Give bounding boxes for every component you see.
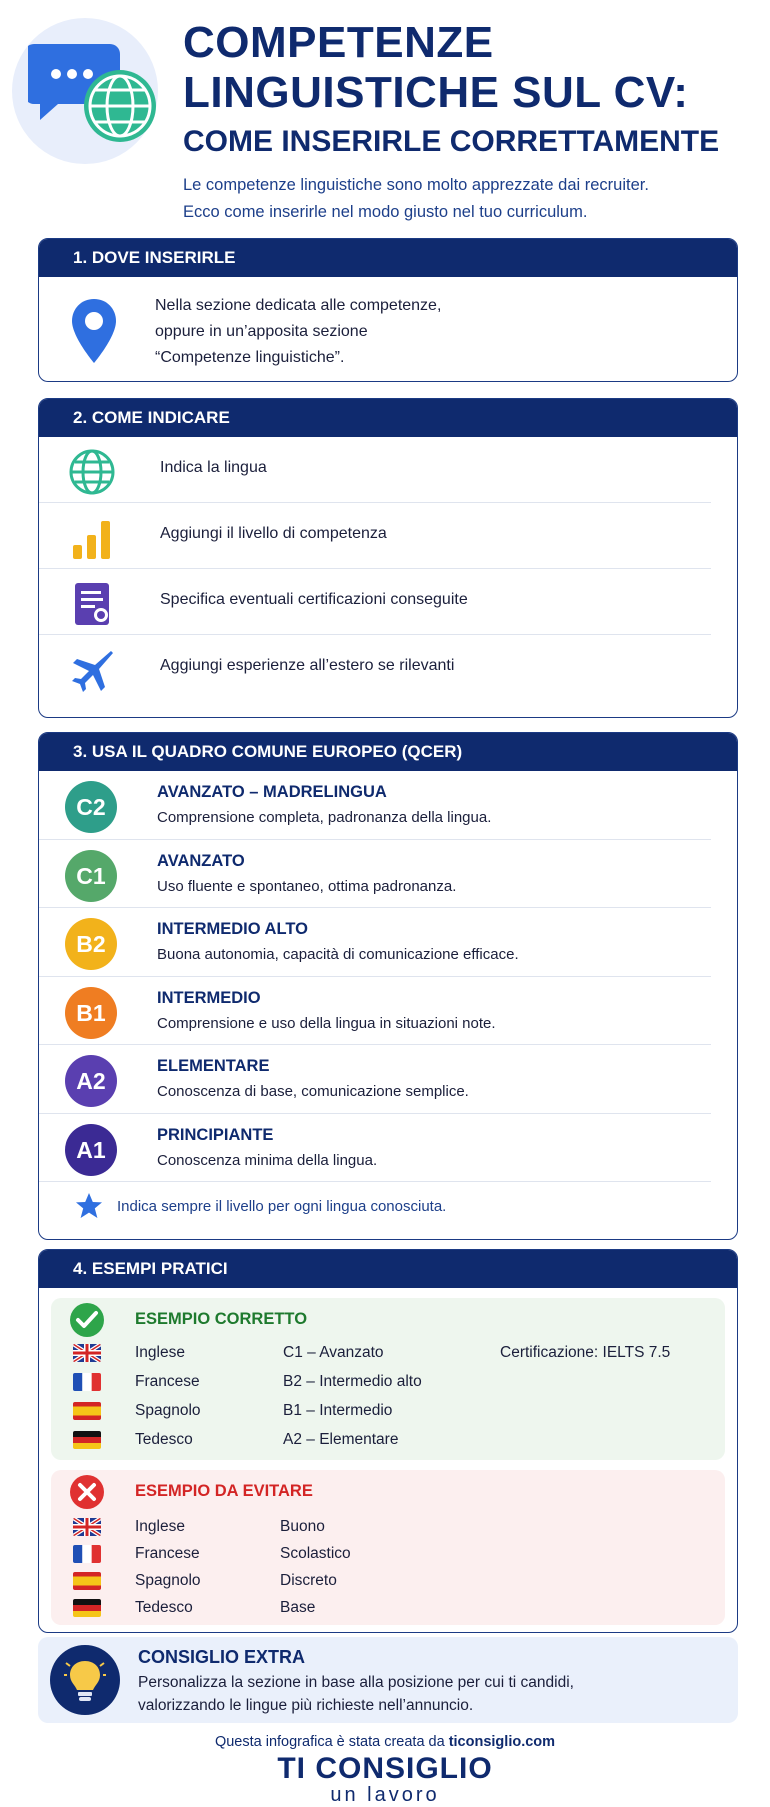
certificate-icon: [69, 581, 115, 627]
logo-sub: un lavoro: [330, 1784, 440, 1806]
section-heading: 4. ESEMPI PRATICI: [39, 1250, 737, 1288]
france-flag-icon: [73, 1545, 101, 1563]
example-row: [51, 1568, 725, 1594]
intro-text: [183, 172, 753, 226]
tip-line: valorizzando le lingue più richieste nell’annuncio.: [138, 1697, 474, 1714]
example-row: [51, 1427, 725, 1453]
cefr-note-text: Indica sempre il livello per ogni lingua conosciuta.: [117, 1198, 447, 1215]
example-language: Spagnolo: [135, 1402, 201, 1419]
footer-site-link[interactable]: ticonsiglio.com: [448, 1734, 556, 1750]
example-language: Inglese: [135, 1344, 185, 1361]
level-badge: C1: [65, 850, 117, 902]
list-item-label: Specifica eventuali certificazioni conseguite: [160, 591, 468, 608]
example-level: C1 – Avanzato: [283, 1344, 384, 1361]
level-title: INTERMEDIO ALTO: [157, 920, 308, 938]
section-heading: 2. COME INDICARE: [39, 399, 737, 437]
list-item: [39, 503, 711, 569]
example-level: Base: [280, 1599, 316, 1616]
example-correct-title: ESEMPIO CORRETTO: [135, 1310, 308, 1328]
title-line-2: LINGUISTICHE SUL CV:: [183, 68, 689, 117]
example-row: [51, 1595, 725, 1621]
level-description: Buona autonomia, capacità di comunicazione efficace.: [157, 946, 519, 963]
footer-credit-prefix: Questa infografica è stata creata da: [214, 1734, 449, 1750]
cefr-levels: [39, 771, 737, 1182]
where-text: [155, 293, 441, 371]
example-language: Tedesco: [135, 1431, 193, 1448]
level-title: AVANZATO: [157, 851, 245, 870]
level-badge: B1: [65, 987, 117, 1039]
example-level: A2 – Elementare: [283, 1431, 399, 1448]
example-row: [51, 1541, 725, 1567]
example-level: Buono: [280, 1518, 325, 1535]
uk-flag-icon: [73, 1344, 101, 1362]
list-item: [39, 437, 711, 503]
level-badge: A2: [65, 1055, 117, 1107]
title-line-1: COMPETENZE: [183, 18, 494, 67]
level-description: Comprensione e uso della lingua in situazioni note.: [157, 1014, 496, 1032]
section-heading: 3. USA IL QUADRO COMUNE EUROPEO (QCER): [39, 733, 737, 771]
example-correct: [51, 1298, 725, 1460]
tip-icon-circle: [50, 1645, 120, 1715]
level-badge: A1: [65, 1124, 117, 1176]
section-cefr: [38, 732, 738, 1240]
example-row: [51, 1369, 725, 1395]
example-row: [51, 1398, 725, 1424]
globe-icon: [69, 449, 115, 495]
germany-flag-icon: [73, 1599, 101, 1617]
example-language: Francese: [135, 1545, 200, 1562]
example-level: Scolastico: [280, 1545, 351, 1562]
list-item: [39, 635, 711, 701]
example-certification: Certificazione: IELTS 7.5: [500, 1344, 671, 1361]
example-language: Tedesco: [135, 1599, 193, 1616]
tip-text: [138, 1671, 574, 1717]
extra-tip: [38, 1637, 738, 1723]
cefr-note: [39, 1182, 737, 1234]
section-where-body: [39, 277, 737, 381]
germany-flag-icon: [73, 1431, 101, 1449]
example-language: Spagnolo: [135, 1572, 201, 1589]
lightbulb-icon: [64, 1657, 106, 1703]
list-item-label: Indica la lingua: [160, 459, 267, 476]
where-line: “Competenze linguistiche”.: [155, 349, 345, 366]
level-description: Conoscenza minima della lingua.: [157, 1151, 378, 1169]
france-flag-icon: [73, 1373, 101, 1391]
airplane-icon: [69, 647, 115, 693]
intro-line-2: Ecco come inserirle nel modo giusto nel tuo curriculum.: [183, 203, 588, 221]
level-title: AVANZATO – MADRELINGUA: [157, 783, 387, 801]
check-circle-icon: [69, 1302, 105, 1338]
header: [0, 0, 770, 230]
list-item-label: Aggiungi esperienze all’estero se rilevanti: [160, 657, 455, 674]
tip-title: CONSIGLIO EXTRA: [138, 1647, 306, 1667]
star-icon: [75, 1192, 103, 1220]
level-title: PRINCIPIANTE: [157, 1125, 274, 1144]
example-avoid: [51, 1470, 725, 1625]
where-line: Nella sezione dedicata alle competenze,: [155, 297, 442, 314]
cefr-level-row: [39, 1114, 711, 1183]
spain-flag-icon: [73, 1402, 101, 1420]
example-row: [51, 1514, 725, 1540]
page-subtitle: COME INSERIRLE CORRETTAMENTE: [183, 125, 720, 158]
logo-main: TI CONSIGLIO: [277, 1752, 493, 1785]
example-language: Francese: [135, 1373, 200, 1390]
cefr-level-row: [39, 977, 711, 1046]
cefr-level-row: [39, 840, 711, 909]
level-title: INTERMEDIO: [157, 988, 261, 1007]
cefr-level-row: [39, 1045, 711, 1114]
cefr-level-row: [39, 908, 711, 977]
section-heading: 1. DOVE INSERIRLE: [39, 239, 737, 277]
uk-flag-icon: [73, 1518, 101, 1536]
location-pin-icon: [69, 297, 119, 365]
section-examples: [38, 1249, 738, 1633]
list-item-label: Aggiungi il livello di competenza: [160, 525, 387, 542]
brand-logo: [0, 1752, 770, 1807]
bar-chart-icon: [69, 515, 115, 561]
intro-line-1: Le competenze linguistiche sono molto apprezzate dai recruiter.: [183, 176, 649, 194]
example-avoid-title: ESEMPIO DA EVITARE: [135, 1482, 313, 1500]
section-where: [38, 238, 738, 382]
example-level: B2 – Intermedio alto: [283, 1373, 422, 1390]
chat-globe-icon: [28, 40, 162, 150]
tip-line: Personalizza la sezione in base alla posizione per cui ti candidi,: [138, 1674, 574, 1691]
page-title: [183, 18, 753, 118]
example-level: Discreto: [280, 1572, 337, 1589]
x-circle-icon: [69, 1474, 105, 1510]
cefr-level-row: [39, 771, 711, 840]
level-description: Uso fluente e spontaneo, ottima padronanza.: [157, 877, 457, 895]
level-description: Comprensione completa, padronanza della lingua.: [157, 809, 492, 826]
example-level: B1 – Intermedio: [283, 1402, 393, 1419]
footer-credit: [0, 1734, 770, 1750]
list-item: [39, 569, 711, 635]
section-how: [38, 398, 738, 718]
spain-flag-icon: [73, 1572, 101, 1590]
level-badge: B2: [65, 918, 117, 970]
example-row: [51, 1340, 725, 1366]
level-title: ELEMENTARE: [157, 1057, 270, 1075]
example-language: Inglese: [135, 1518, 185, 1535]
level-description: Conoscenza di base, comunicazione semplice.: [157, 1083, 469, 1100]
where-line: oppure in un’apposita sezione: [155, 323, 368, 340]
level-badge: C2: [65, 781, 117, 833]
